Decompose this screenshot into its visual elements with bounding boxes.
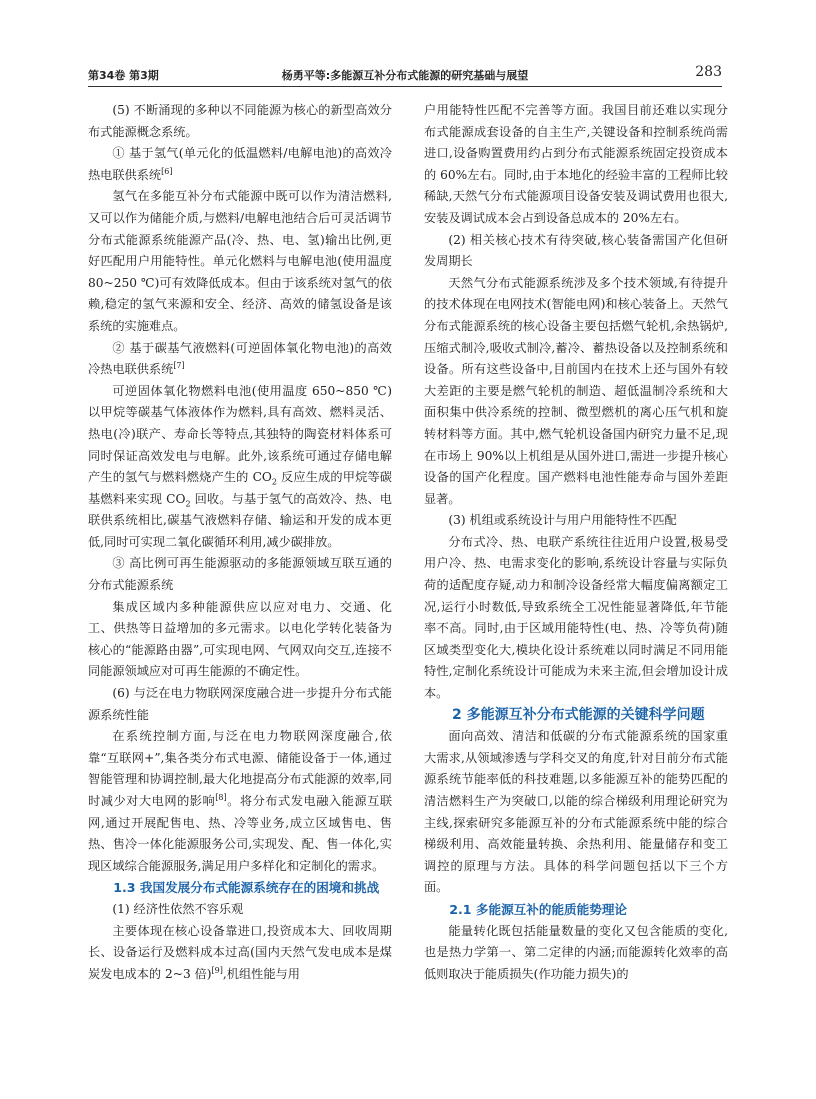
header-rule	[88, 86, 722, 87]
paragraph	[88, 921, 392, 986]
paragraph	[88, 143, 392, 186]
paragraph: 面向高效、清洁和低碳的分布式能源系统的国家重大需求,从领域渗透与学科交叉的角度,针对目前分布式能源系统节能率低的科技难题,以多能源互补的能势匹配的清洁燃料生产为突破口,以能的综合梯级利用理论研究为主线,探索研究多能源互补的分布式能源系统中能的综合梯级利用、高效能量转换、余热利用、能量储存和变工调控的原理与方法。具体的科学问题包括以下三个方面。	[424, 729, 728, 895]
page-number: 283	[695, 64, 722, 80]
paragraph: 分布式冷、热、电联产系统往往近用户设置,极易受用户冷、热、电需求变化的影响,系统设计容量与实际负荷的适配度存疑,动力和制冷设备经常大幅度偏离额定工况,运行小时数低,导致系统全工况性能显著降低,年节能率不高。同时,由于区域用能特性(电、热、冷等负荷)随区域类型变化大,模块化设计系统难以同时满足不同用能特性,定制化系统设计可能成为未来主流,但会增加设计成本。	[424, 534, 728, 701]
right-column	[424, 100, 728, 985]
journal-volume-issue: 第34卷 第3期	[88, 69, 159, 82]
running-header	[88, 64, 722, 86]
citation-ref: [8]	[215, 792, 227, 802]
paragraph: (2) 相关核心技术有待突破,核心装备需国产化但研发周期长	[424, 232, 728, 269]
citation-ref: [9]	[211, 965, 223, 975]
text-span: ① 基于氢气(单元化的低温燃料/电解电池)的高效冷热电联供系统	[88, 146, 392, 182]
citation-ref: [7]	[173, 361, 185, 371]
text-span: 回收。与基于氢气的高效冷、热、电联供系统相比,碳基气液燃料存储、输运和开发的成本更低,同时可实现二氧化碳循环利用,减少碳排放。	[88, 491, 392, 549]
paragraph: 天然气分布式能源系统涉及多个技术领域,有待提升的技术体现在电网技术(智能电网)和核心装备上。天然气分布式能源系统的核心设备主要包括燃气轮机,余热锅炉,压缩式制冷,吸收式制冷,蓄冷、蓄热设备以及控制系统和设备。所有这些设备中,目前国内在技术上还与国外有较大差距的主要是燃气轮机的制造、超低温制冷系统和大面积集中供冷系统的控制、微型燃机的离心压气机和旋转材料等方面。其中,燃气轮机设备国内研究力量不足,现在市场上 90%以上机组是从国外进口,需进一步提升核心设备的国产化程度。国产燃料电池性能寿命与国外差距显著。	[424, 275, 728, 506]
section-heading-2-1: 2.1 多能源互补的能质能势理论	[449, 901, 628, 917]
section-heading-1-3: 1.3 我国发展分布式能源系统存在的困境和挑战	[113, 880, 380, 896]
paragraph: 户用能特性匹配不完善等方面。我国目前还难以实现分布式能源成套设备的自主生产,关键设备和控制系统尚需进口,设备购置费用约占到分布式能源系统固定投资成本的 60%左右。同时,由于本地化的经验丰富的工程师比较稀缺,天然气分布式能源项目设备安装及调试费用也很大,安装及调试成本会占到设备总成本的 20%左右。	[424, 103, 728, 225]
running-title: 杨勇平等:多能源互补分布式能源的研究基础与展望	[281, 69, 529, 82]
paragraph: 集成区域内多种能源供应以应对电力、交通、化工、供热等日益增加的多元需求。以电化学转化装备为核心的“能源路由器”,可实现电网、气网双向交互,连接不同能源领域应对可再生能源的不确定性。	[88, 599, 392, 679]
paragraph: (5) 不断涌现的多种以不同能源为核心的新型高效分布式能源概念系统。	[88, 103, 392, 139]
paragraph	[88, 381, 392, 554]
section-heading-2: 2 多能源互补分布式能源的关键科学问题	[452, 706, 705, 723]
paragraph: (1) 经济性依然不容乐观	[112, 901, 244, 916]
paragraph: 氢气在多能互补分布式能源中既可以作为清洁燃料,又可以作为储能介质,与燃料/电解电池结合后可灵活调节分布式能源系统能源产品(冷、热、电、氢)输出比例,更好匹配用户用能特性。单元化燃料与电解电池(使用温度 80~250 ℃)可有效降低成本。但由于该系统对氢气的依赖,稳定的氢气来源和安全、经济、高效的储氢设备是该系统的实施难点。	[88, 189, 392, 333]
text-span: 在系统控制方面,与泛在电力物联网深度融合,依靠“互联网+”,集各类分布式电源、储能设备于一体,通过智能管理和协调控制,最大化地提高分布式能源的效率,同时减少对大电网的影响	[88, 729, 392, 808]
subscript: 2	[185, 499, 191, 509]
subscript: 2	[271, 477, 277, 487]
text-span: ② 基于碳基气液燃料(可逆固体氧化物电池)的高效冷热电联供系统	[88, 340, 392, 377]
citation-ref: [6]	[161, 166, 173, 176]
paragraph: (6) 与泛在电力物联网深度融合进一步提升分布式能源系统性能	[88, 686, 392, 722]
paragraph: 能量转化既包括能量数量的变化又包含能质的变化,也是热力学第一、第二定律的内涵;而能源转化效率的高低则取决于能质损失(作功能力损失)的	[424, 923, 728, 981]
left-column	[88, 100, 392, 985]
text-span: 。将分布式发电融入能源互联网,通过开展配售电、热、冷等业务,成立区域售电、售热、售冷一体化能源服务公司,实现发、配、售一体化,实现区域综合能源服务,满足用户多样化和定制化的需求。	[88, 794, 393, 873]
text-span: ,机组性能与用	[222, 966, 300, 981]
text-span: 反应生成的甲烷等碳基燃料来实现 CO	[88, 470, 392, 506]
text-span: 主要体现在核心设备靠进口,投资成本大、回收周期长、设备运行及燃料成本过高(国内天然气发电成本是煤炭发电成本的 2~3 倍)	[88, 923, 392, 981]
paragraph	[88, 338, 392, 381]
paragraph	[88, 726, 392, 877]
paragraph: ③ 高比例可再生能源驱动的多能源领域互联互通的分布式能源系统	[88, 556, 392, 593]
text-span: 可逆固体氧化物燃料电池(使用温度 650~850 ℃)以甲烷等碳基气体液体作为燃料,具有高效、燃料灵活、热电(冷)联产、寿命长等特点,其独特的陶瓷材料体系可同时保证高效发电与电解。此外,该系统可通过存储电解产生的氢气与燃料燃烧产生的 CO	[88, 383, 392, 485]
paragraph: (3) 机组或系统设计与用户用能特性不匹配	[448, 513, 677, 528]
